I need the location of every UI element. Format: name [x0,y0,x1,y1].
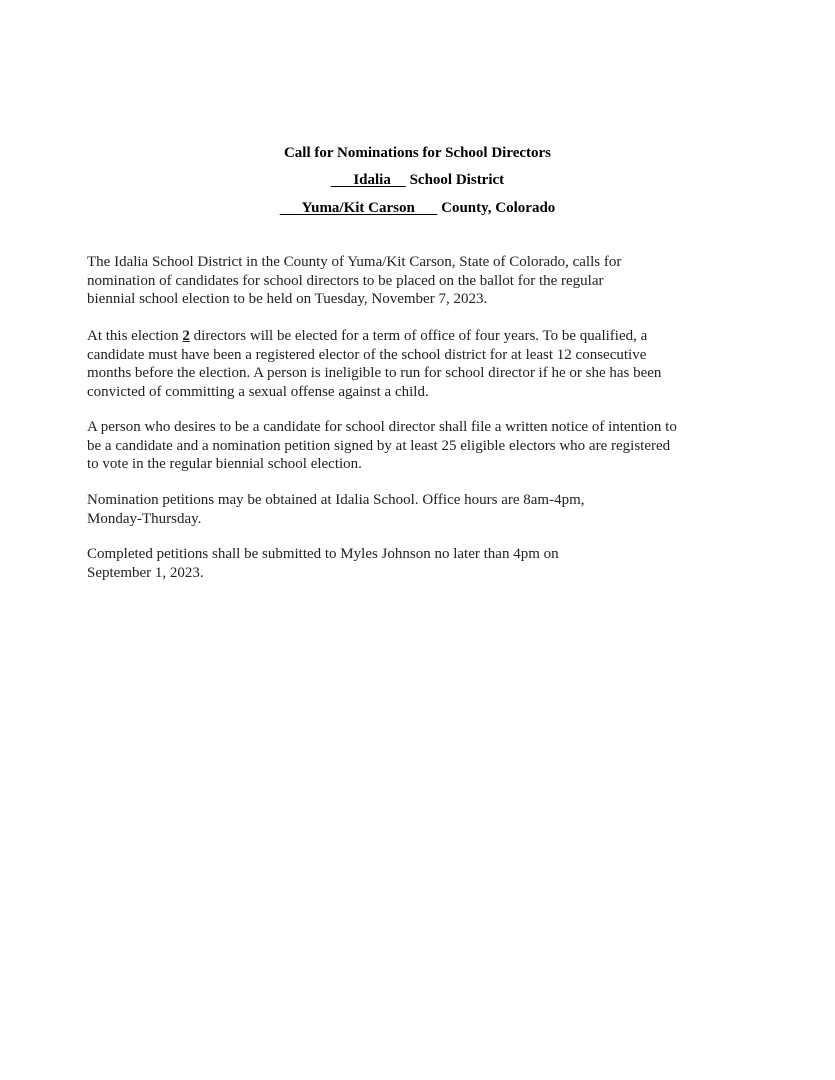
text-line: be a candidate and a nomination petition signed by at least 25 eligible electors who are registered [87,437,671,454]
election-rest: directors will be elected for a term of office of four years. To be qualified, a [189,328,648,344]
notice-title [0,145,835,162]
paragraph-election-call [87,253,747,309]
text-line: nomination of candidates for school directors to be placed on the ballot for the regular [87,272,604,289]
text-line: The Idalia School District in the County of Yuma/Kit Carson, State of Colorado, calls for [87,254,622,270]
district-line [0,172,835,189]
text-line: convicted of committing a sexual offense against a child. [87,383,429,400]
county-name: Yuma/Kit Carson [301,200,415,216]
district-name: Idalia [353,172,391,188]
text-line: September 1, 2023. [87,564,204,581]
election-lead: At this election [87,328,183,344]
paragraph-qualifications [87,327,747,401]
paragraph-petition-availability [87,491,747,528]
text-line: Nomination petitions may be obtained at Idalia School. Office hours are 8am-4pm, [87,492,585,508]
text-line: candidate must have been a registered elector of the school district for at least 12 consecutive [87,346,647,363]
paragraph-submission-deadline [87,545,747,582]
text-line: to vote in the regular biennial school election. [87,456,362,472]
paragraph-petition-requirements [87,418,747,474]
district-suffix: School District [409,172,505,188]
text-line: Completed petitions shall be submitted to Myles Johnson no later than 4pm on [87,546,559,562]
director-count: 2 [182,328,190,344]
text-line: A person who desires to be a candidate for school director shall file a written notice of intention to [87,419,677,435]
text-line: Monday-Thursday. [87,510,202,527]
county-suffix: County, Colorado [441,200,556,216]
county-name-blank [280,200,438,216]
county-line [0,200,835,217]
text-line: biennial school election to be held on Tuesday, November 7, 2023. [87,291,488,307]
text-line: months before the election. A person is ineligible to run for school director if he or she has been [87,365,662,381]
district-name-blank [331,172,406,188]
title-text: Call for Nominations for School Directors [283,145,552,161]
text-line [87,327,747,346]
